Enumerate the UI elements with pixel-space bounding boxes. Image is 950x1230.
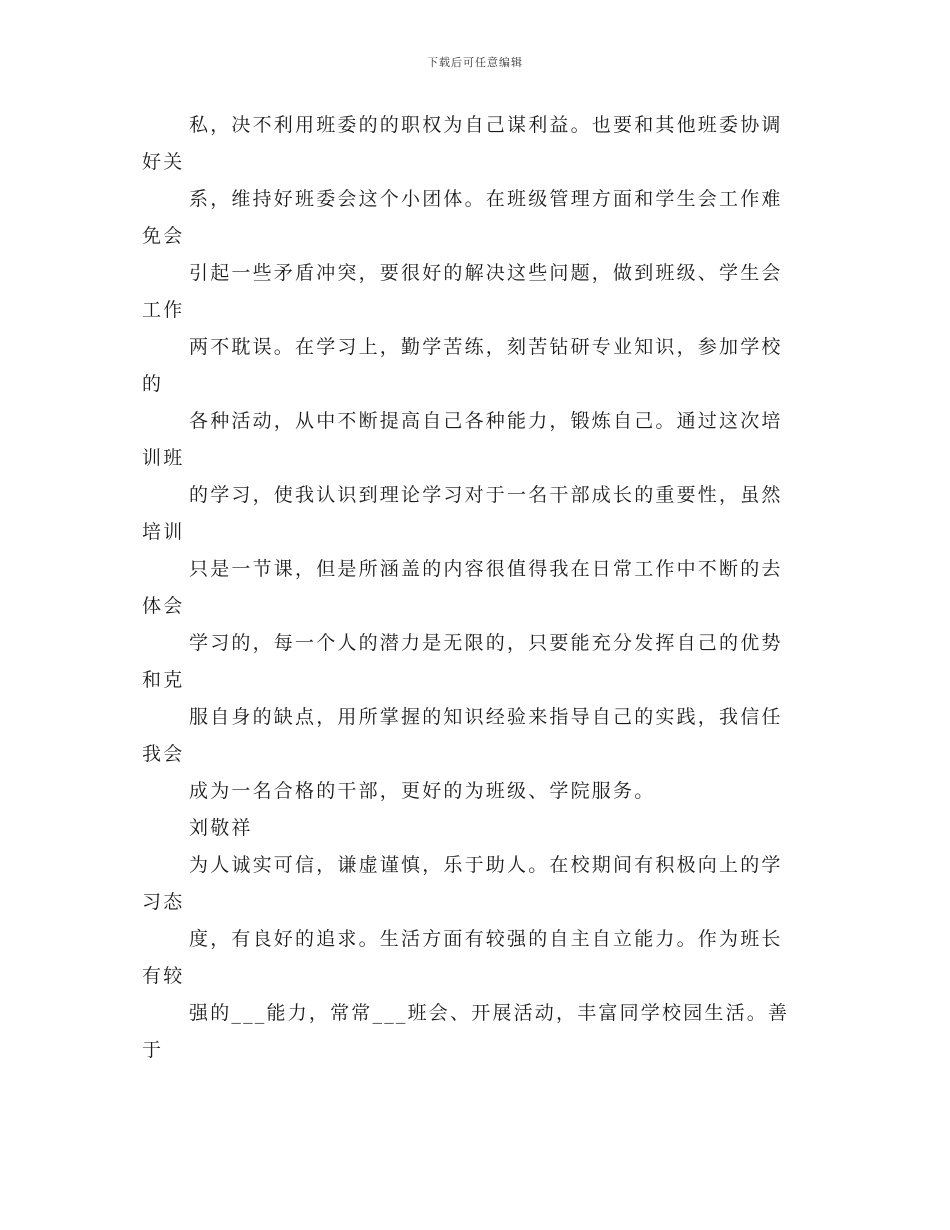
- text-line: 系，维持好班委会这个小团体。在班级管理方面和学生会工作难: [189, 188, 783, 210]
- text-line: 服自身的缺点，用所掌握的知识经验来指导自己的实践，我信任: [189, 706, 783, 728]
- text-line: 只是一节课，但是所涵盖的内容很值得我在日常工作中不断的去: [189, 558, 783, 580]
- text-line: 有较: [142, 965, 185, 987]
- text-line: 工作: [142, 299, 185, 321]
- text-line: 和克: [142, 669, 185, 691]
- text-line: 我会: [142, 743, 185, 765]
- page-header: 下载后可任意编辑: [427, 56, 523, 69]
- text-line: 免会: [142, 225, 185, 247]
- text-line: 的: [142, 373, 164, 395]
- text-line: 为人诚实可信，谦虚谨慎，乐于助人。在校期间有积极向上的学: [189, 854, 783, 876]
- text-line: 学习的，每一个人的潜力是无限的，只要能充分发挥自己的优势: [189, 632, 783, 654]
- text-line: 私，决不利用班委的的职权为自己谋利益。也要和其他班委协调: [189, 114, 783, 136]
- text-line: 强的___能力，常常___班会、开展活动，丰富同学校园生活。善: [189, 1002, 790, 1024]
- document-body: [142, 107, 822, 1069]
- text-line: 各种活动，从中不断提高自己各种能力，锻炼自己。通过这次培: [189, 410, 783, 432]
- author-name: 刘敬祥: [189, 817, 253, 839]
- text-line: 培训: [142, 521, 185, 543]
- text-line: 两不耽误。在学习上，勤学苦练，刻苦钻研专业知识，参加学校: [189, 336, 783, 358]
- text-line: 训班: [142, 447, 185, 469]
- text-line: 引起一些矛盾冲突，要很好的解决这些问题，做到班级、学生会: [189, 262, 783, 284]
- text-line: 习态: [142, 891, 185, 913]
- text-line: 的学习，使我认识到理论学习对于一名干部成长的重要性，虽然: [189, 484, 783, 506]
- text-line: 于: [142, 1039, 164, 1061]
- text-line: 好关: [142, 151, 185, 173]
- text-line: 体会: [142, 595, 185, 617]
- text-line: 度，有良好的追求。生活方面有较强的自主自立能力。作为班长: [189, 928, 783, 950]
- text-line: 成为一名合格的干部，更好的为班级、学院服务。: [189, 780, 656, 802]
